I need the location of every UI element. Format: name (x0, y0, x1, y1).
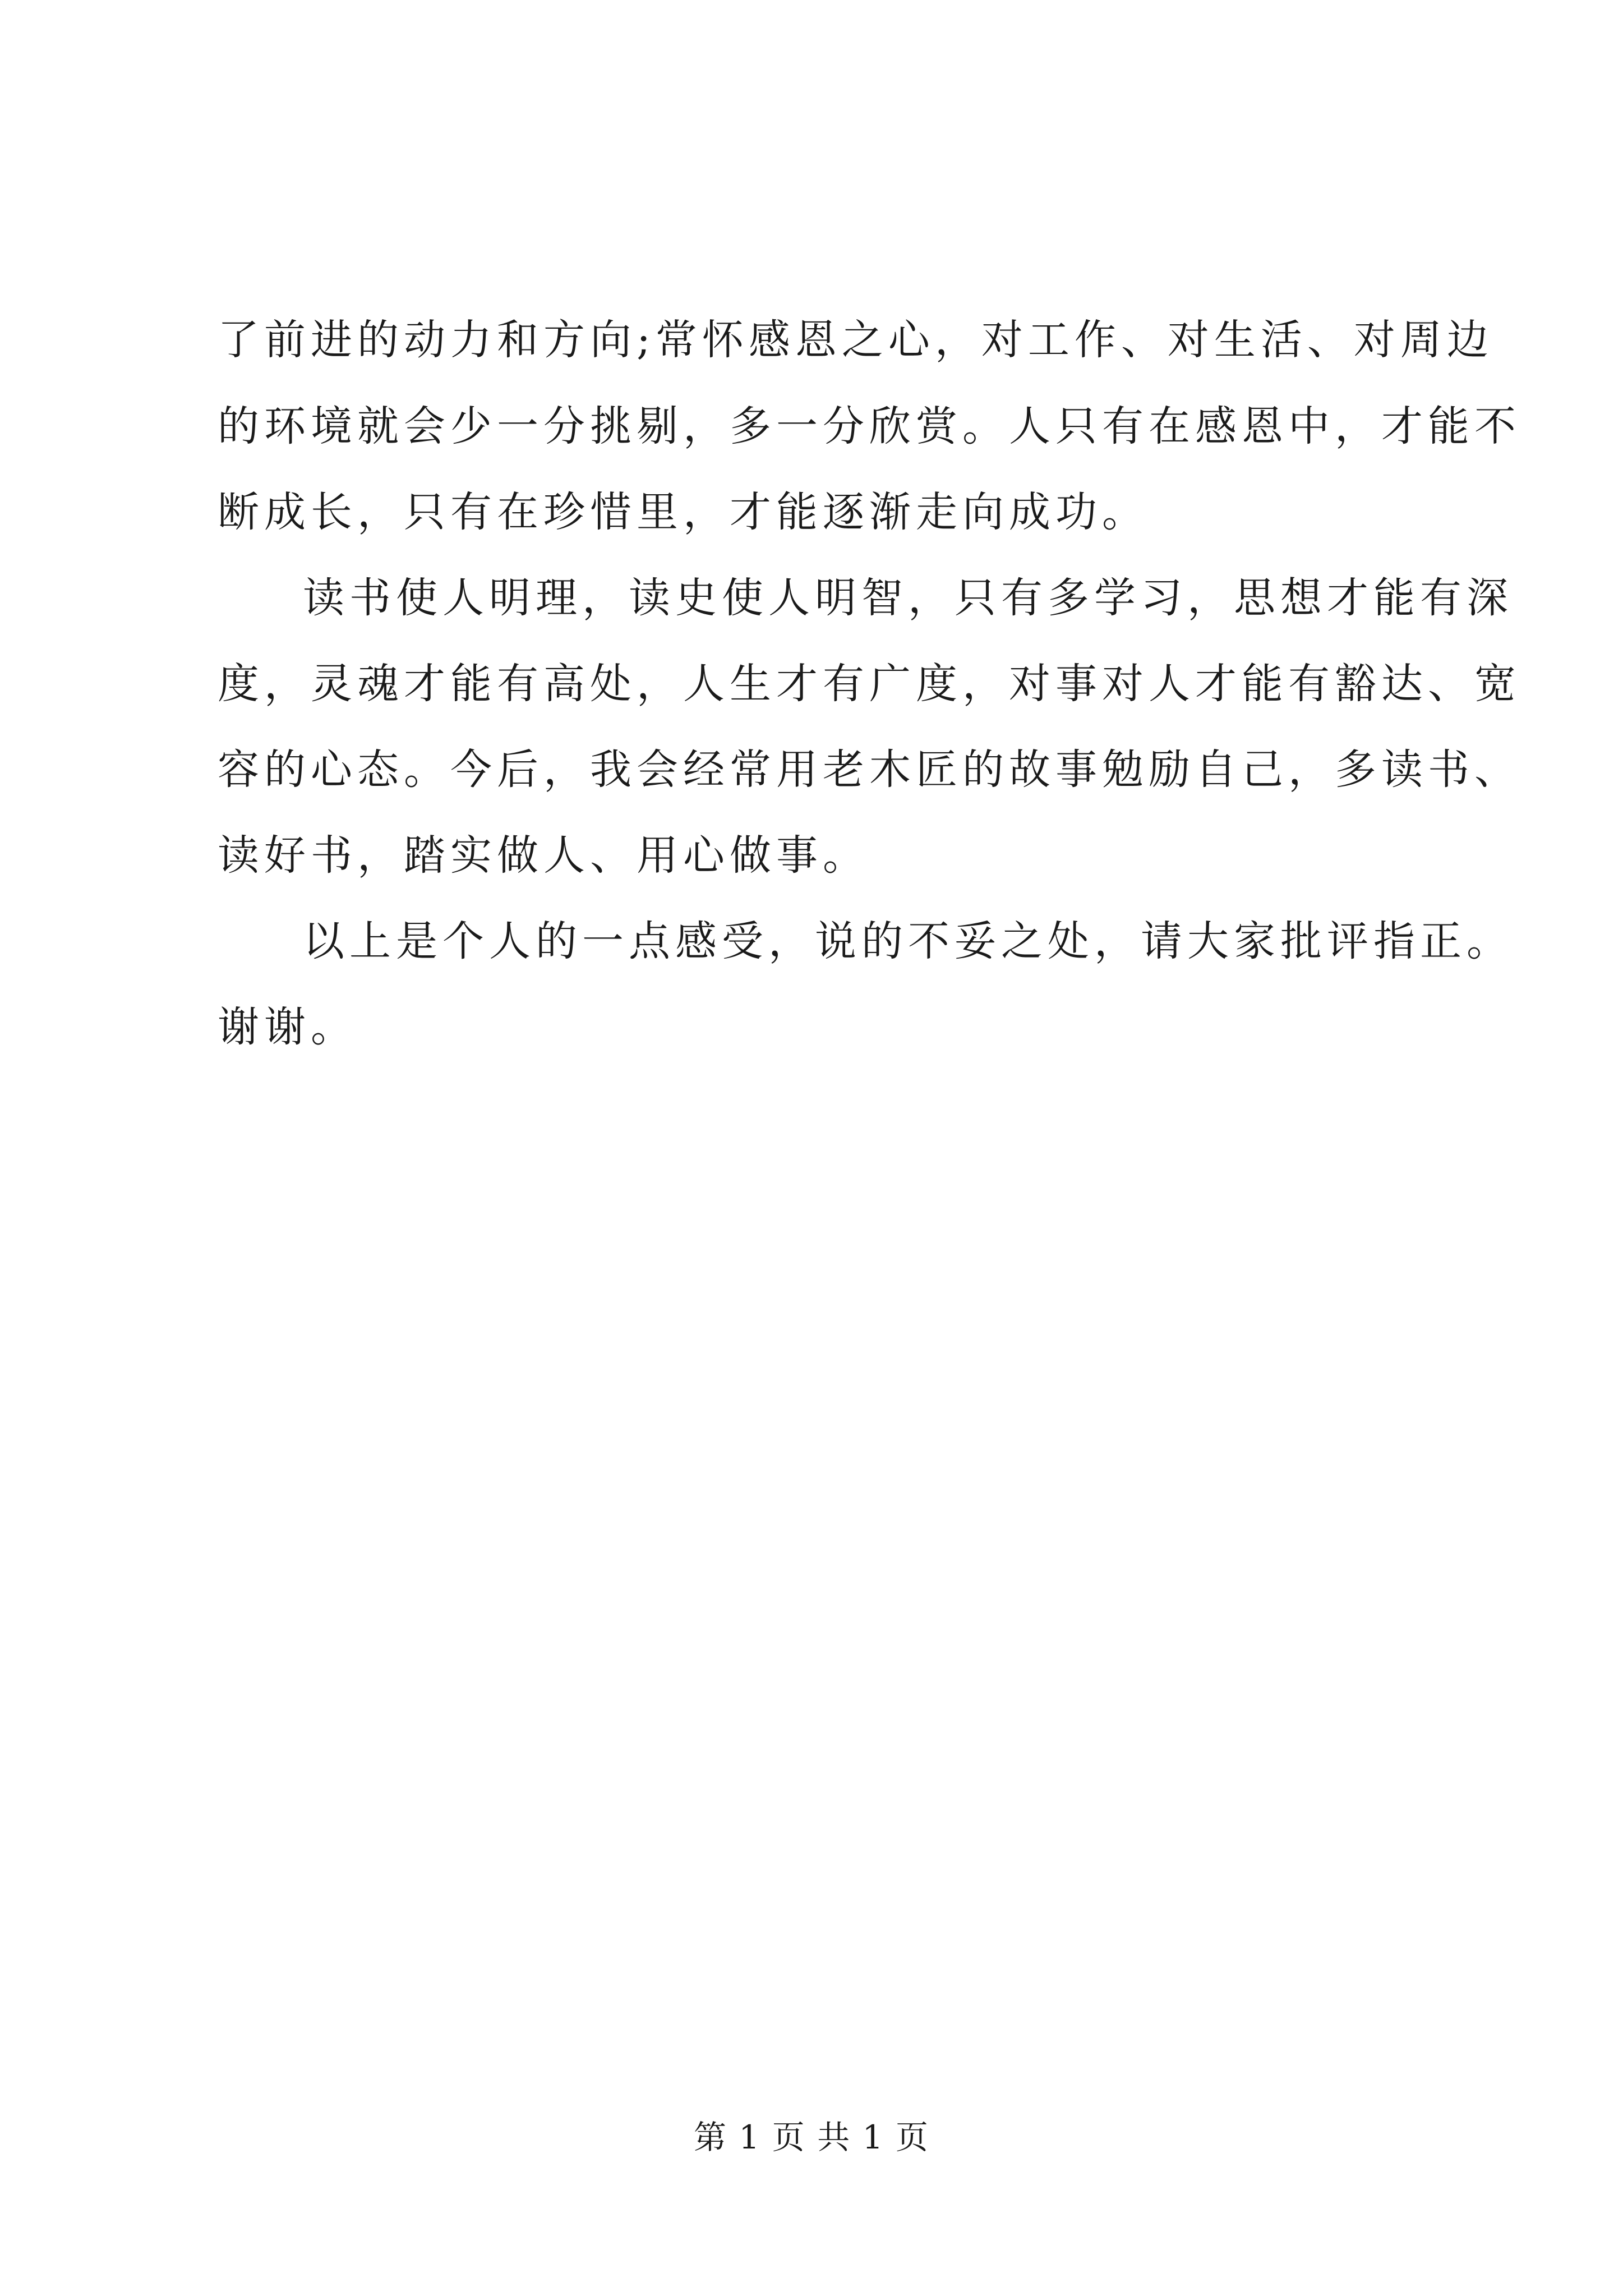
text-line-5: 度，灵魂才能有高处，人生才有广度，对事对人才能有豁达、宽 (218, 660, 1521, 708)
text-line-4: 读书使人明理，读史使人明智，只有多学习，思想才能有深 (303, 574, 1513, 622)
text-line-3: 断成长，只有在珍惜里，才能逐渐走向成功。 (218, 488, 1149, 536)
page-footer: 第 1 页 共 1 页 (694, 2118, 929, 2156)
text-line-8: 以上是个人的一点感受，说的不妥之处，请大家批评指正。 (303, 917, 1513, 965)
text-line-6: 容的心态。今后，我会经常用老木匠的故事勉励自己，多读书、 (218, 746, 1521, 794)
text-line-9: 谢谢。 (218, 1003, 357, 1051)
text-line-7: 读好书，踏实做人、用心做事。 (218, 831, 869, 880)
text-line-1: 了前进的动力和方向;常怀感恩之心，对工作、对生活、对周边 (218, 316, 1493, 364)
text-line-2: 的环境就会少一分挑剔，多一分欣赏。人只有在感恩中，才能不 (218, 402, 1521, 450)
